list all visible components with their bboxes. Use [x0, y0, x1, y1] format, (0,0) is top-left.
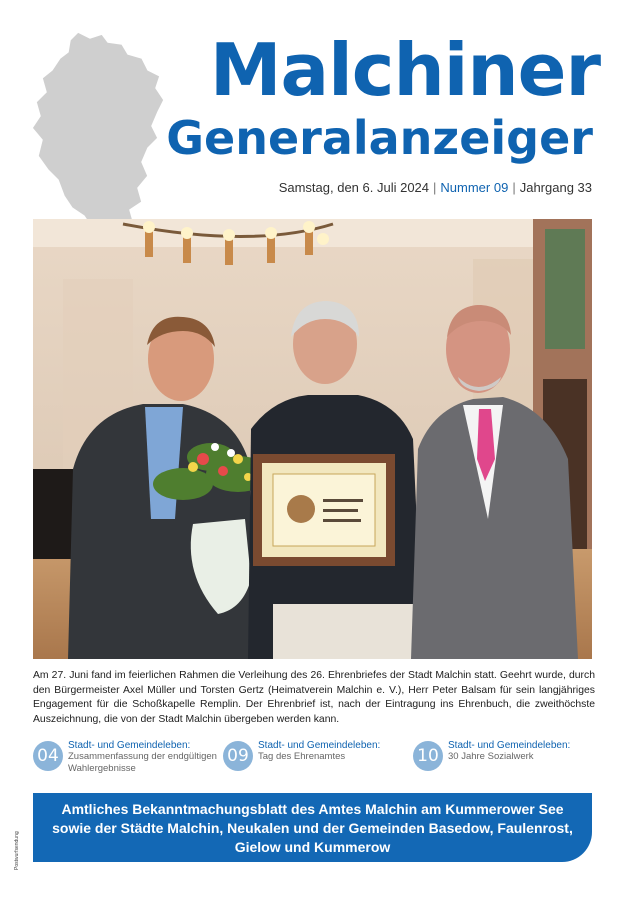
mailing-note: Postwurfsendung: [14, 831, 20, 870]
teaser-heading: Stadt- und Gemeindeleben:: [258, 740, 381, 751]
teaser-text: Tag des Ehrenamtes: [258, 751, 346, 762]
teaser-text: Zusammenfassung der endgültigen Wahlergebnisse: [68, 751, 217, 774]
banner-line: Gielow und Kummerow: [234, 839, 391, 855]
teaser-item[interactable]: [223, 740, 408, 776]
official-notice-banner: [33, 793, 592, 862]
teaser-heading: Stadt- und Gemeindeleben:: [68, 740, 191, 751]
teaser-text: 30 Jahre Sozialwerk: [448, 751, 534, 762]
banner-line: Amtliches Bekanntmachungsblatt des Amtes Malchin am Kummerower See: [61, 801, 564, 817]
banner-line: sowie der Städte Malchin, Neukalen und der Gemeinden Basedow, Faulenrost,: [52, 820, 573, 836]
issue-number: Nummer 09: [440, 180, 509, 195]
teaser-item[interactable]: [413, 740, 593, 776]
cover-photo: [33, 219, 592, 659]
issue-volume: Jahrgang 33: [519, 180, 592, 195]
issue-date: Samstag, den 6. Juli 2024: [278, 180, 430, 195]
page-badge: 04: [33, 741, 63, 771]
masthead-title-line2: Generalanzeiger: [166, 111, 593, 165]
masthead-title-line1: Malchiner: [209, 28, 600, 112]
page-badge: 10: [413, 741, 443, 771]
issue-meta: Samstag, den 6. Juli 2024 | Nummer 09 | Jahrgang 33: [278, 180, 592, 195]
teaser-item[interactable]: [33, 740, 218, 776]
photo-caption: Am 27. Juni fand im feierlichen Rahmen die Verleihung des 26. Ehrenbriefes der Stadt Malchin statt. Geehrt wurde, durch den Bürgermeister Axel Müller und Torsten Gertz (Heimatverein Malchin e. V.), Herr Peter Balsam für sein langjähriges Engagement für die Schoßkapelle Remplin. Der Ehrenbrief ist, nach der Eintragung ins Ehrenbuch, die zweithöchste Auszeichnung, die von der Stadt Malchin übergeben werden kann.: [33, 670, 595, 725]
page-badge: 09: [223, 741, 253, 771]
teaser-heading: Stadt- und Gemeindeleben:: [448, 740, 571, 751]
